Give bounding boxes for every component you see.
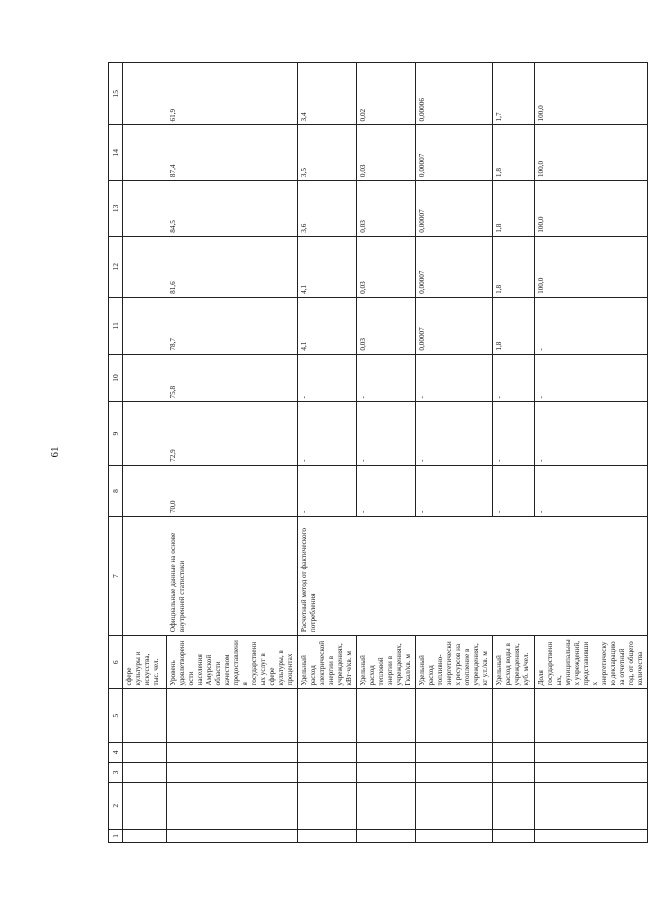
indicator-cell: Удельный расход воды в учреждениях, куб. м/чел. bbox=[493, 636, 535, 689]
cell-empty bbox=[298, 829, 357, 842]
indicator-cell: Доля государственных, муниципальных учреждений, представивших энергетическую декларацию за отчетный год, от общего количества bbox=[535, 636, 648, 689]
table-row bbox=[298, 63, 357, 843]
value-cell: - bbox=[493, 354, 535, 402]
value-cell: 78,7 bbox=[167, 297, 298, 354]
column-number: 3 bbox=[109, 762, 123, 782]
value-cell: - bbox=[535, 465, 648, 516]
method-cell: Официальные данные на основе внутренней статистики bbox=[167, 517, 298, 636]
indicators-table bbox=[108, 62, 648, 843]
value-cell: 84,5 bbox=[167, 181, 298, 237]
cell-empty bbox=[535, 829, 648, 842]
value-cell: 0,00007 bbox=[416, 125, 493, 181]
value-cell bbox=[123, 181, 167, 237]
value-cell: 1,8 bbox=[493, 125, 535, 181]
value-cell: - bbox=[493, 465, 535, 516]
value-cell: 1,8 bbox=[493, 181, 535, 237]
value-cell: 3,6 bbox=[298, 181, 357, 237]
cell-empty bbox=[167, 762, 298, 782]
column-number: 6 bbox=[109, 636, 123, 689]
value-cell: 1,8 bbox=[493, 236, 535, 297]
cell-empty bbox=[416, 742, 493, 762]
cell-empty bbox=[357, 689, 416, 742]
column-number: 12 bbox=[109, 236, 123, 297]
value-cell: 70,0 bbox=[167, 465, 298, 516]
table-rotation-frame bbox=[108, 62, 644, 843]
indicator-cell: Удельный расход топливно-энергетических ресурсов на отопление в учреждениях, кг у.т./кв. м bbox=[416, 636, 493, 689]
cell-empty bbox=[357, 782, 416, 829]
value-cell bbox=[123, 402, 167, 465]
cell-empty bbox=[416, 762, 493, 782]
column-number: 11 bbox=[109, 297, 123, 354]
value-cell: 75,8 bbox=[167, 354, 298, 402]
table-row bbox=[416, 63, 493, 843]
value-cell: - bbox=[357, 402, 416, 465]
cell-empty bbox=[123, 782, 167, 829]
cell-empty bbox=[535, 762, 648, 782]
column-number: 5 bbox=[109, 689, 123, 742]
page-number: 61 bbox=[49, 446, 61, 458]
column-number: 13 bbox=[109, 181, 123, 237]
cell-empty bbox=[416, 829, 493, 842]
value-cell bbox=[123, 236, 167, 297]
column-number: 2 bbox=[109, 782, 123, 829]
value-cell: - bbox=[298, 402, 357, 465]
value-cell: - bbox=[357, 465, 416, 516]
cell-empty bbox=[416, 689, 493, 742]
table-row bbox=[535, 63, 648, 843]
column-number: 9 bbox=[109, 402, 123, 465]
value-cell: 0,03 bbox=[357, 236, 416, 297]
cell-empty bbox=[493, 689, 535, 742]
cell-empty bbox=[167, 742, 298, 762]
cell-empty bbox=[493, 829, 535, 842]
cell-empty bbox=[535, 782, 648, 829]
table-row bbox=[357, 63, 416, 843]
value-cell: 0,03 bbox=[357, 297, 416, 354]
column-number: 10 bbox=[109, 354, 123, 402]
value-cell: 72,9 bbox=[167, 402, 298, 465]
value-cell: - bbox=[416, 465, 493, 516]
cell-empty bbox=[298, 742, 357, 762]
column-number-row bbox=[109, 63, 123, 843]
method-cell bbox=[123, 517, 167, 636]
value-cell: 1,8 bbox=[493, 297, 535, 354]
cell-empty bbox=[167, 689, 298, 742]
value-cell bbox=[123, 465, 167, 516]
cell-empty bbox=[493, 762, 535, 782]
indicator-cell: Уровень удовлетворенности населения Амурской области качеством предоставления государственных услуг в сфере культуры, в процентах bbox=[167, 636, 298, 689]
method-cell: Расчетный метод от фактического потребления bbox=[298, 517, 648, 636]
value-cell: 100,0 bbox=[535, 181, 648, 237]
value-cell: 3,5 bbox=[298, 125, 357, 181]
value-cell: 0,02 bbox=[357, 63, 416, 125]
cell-empty bbox=[298, 762, 357, 782]
cell-empty bbox=[357, 742, 416, 762]
value-cell: 100,0 bbox=[535, 236, 648, 297]
cell-empty bbox=[493, 742, 535, 762]
value-cell: 0,00006 bbox=[416, 63, 493, 125]
value-cell: 3,4 bbox=[298, 63, 357, 125]
value-cell: 0,00007 bbox=[416, 236, 493, 297]
rotated-table-sheet bbox=[108, 62, 644, 843]
column-number: 14 bbox=[109, 125, 123, 181]
value-cell: 100,0 bbox=[535, 125, 648, 181]
value-cell: - bbox=[298, 354, 357, 402]
column-number: 4 bbox=[109, 742, 123, 762]
cell-empty bbox=[535, 742, 648, 762]
cell-empty bbox=[167, 782, 298, 829]
value-cell: 87,4 bbox=[167, 125, 298, 181]
value-cell: 0,03 bbox=[357, 181, 416, 237]
table-row bbox=[167, 63, 298, 843]
cell-empty bbox=[123, 742, 167, 762]
column-number: 7 bbox=[109, 517, 123, 636]
indicator-cell: сфере культуры и искусства, тыс. чел. bbox=[123, 636, 167, 689]
value-cell: 81,6 bbox=[167, 236, 298, 297]
value-cell: - bbox=[535, 297, 648, 354]
value-cell: 61,9 bbox=[167, 63, 298, 125]
value-cell: - bbox=[535, 402, 648, 465]
cell-empty bbox=[416, 782, 493, 829]
cell-empty bbox=[123, 762, 167, 782]
cell-empty bbox=[167, 829, 298, 842]
value-cell: - bbox=[298, 465, 357, 516]
cell-empty bbox=[357, 762, 416, 782]
value-cell bbox=[123, 297, 167, 354]
value-cell: 4,1 bbox=[298, 297, 357, 354]
cell-empty bbox=[298, 782, 357, 829]
value-cell: 0,00007 bbox=[416, 181, 493, 237]
column-number: 15 bbox=[109, 63, 123, 125]
cell-empty bbox=[298, 689, 357, 742]
value-cell: 0,03 bbox=[357, 125, 416, 181]
table-row bbox=[123, 63, 167, 843]
cell-empty bbox=[123, 829, 167, 842]
cell-empty bbox=[357, 829, 416, 842]
value-cell: - bbox=[416, 354, 493, 402]
cell-empty bbox=[493, 782, 535, 829]
value-cell: 4,1 bbox=[298, 236, 357, 297]
column-number: 8 bbox=[109, 465, 123, 516]
value-cell: - bbox=[357, 354, 416, 402]
indicator-cell: Удельный расход тепловой энергии в учреждениях, Гкал/кв. м bbox=[357, 636, 416, 689]
value-cell: - bbox=[535, 354, 648, 402]
indicator-cell: Удельный расход электрической энергии в учреждениях, кВт·ч/кв. м bbox=[298, 636, 357, 689]
value-cell: - bbox=[416, 402, 493, 465]
value-cell: - bbox=[493, 402, 535, 465]
value-cell: 1,7 bbox=[493, 63, 535, 125]
cell-empty bbox=[535, 689, 648, 742]
value-cell bbox=[123, 354, 167, 402]
value-cell bbox=[123, 63, 167, 125]
value-cell bbox=[123, 125, 167, 181]
cell-empty bbox=[123, 689, 167, 742]
value-cell: 0,00007 bbox=[416, 297, 493, 354]
value-cell: 100,0 bbox=[535, 63, 648, 125]
column-number: 1 bbox=[109, 829, 123, 842]
table-row bbox=[493, 63, 535, 843]
